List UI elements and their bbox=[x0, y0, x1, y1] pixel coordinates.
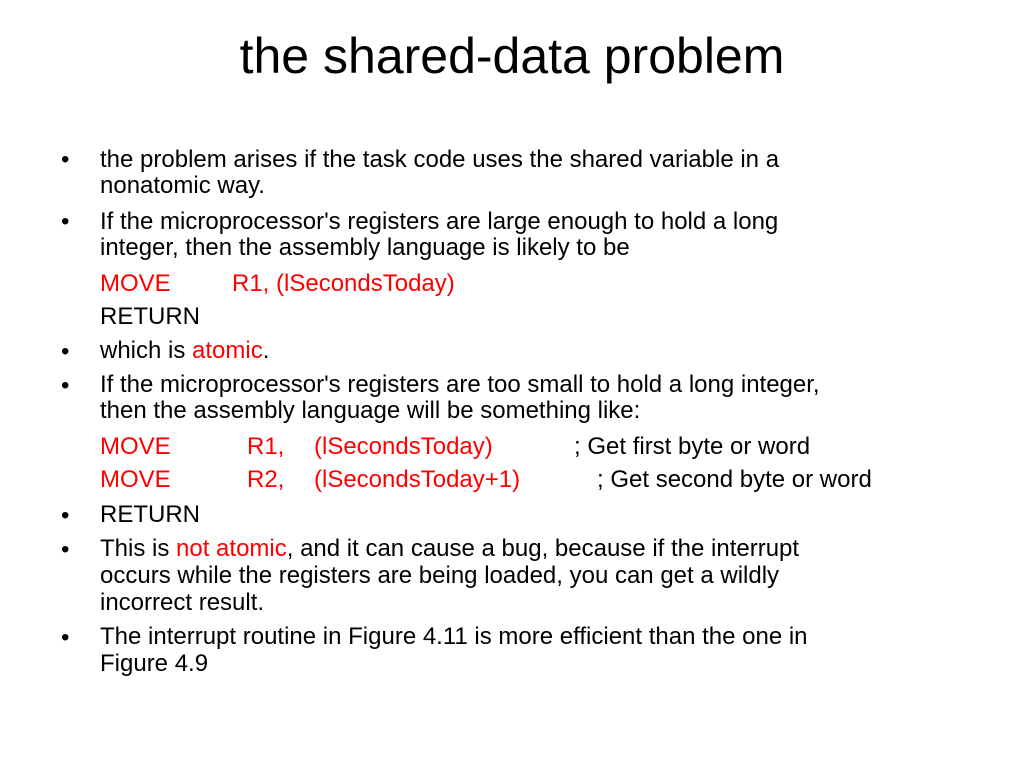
bullet-4-line-2: then the assembly language will be something like: bbox=[100, 397, 641, 424]
bullet-1-line-2: nonatomic way. bbox=[100, 172, 265, 199]
bullet-marker: • bbox=[61, 208, 70, 235]
bullet-2-line-2: integer, then the assembly language is likely to be bbox=[100, 234, 630, 261]
bullet-marker: • bbox=[61, 372, 70, 399]
bullet-6-line-3: incorrect result. bbox=[100, 589, 265, 616]
not-atomic-highlight: not atomic bbox=[176, 535, 287, 562]
bullet-marker: • bbox=[61, 146, 70, 173]
bullet-7-line-1: The interrupt routine in Figure 4.11 is more efficient than the one in bbox=[100, 623, 808, 650]
code-1-return: RETURN bbox=[100, 303, 200, 330]
code-2-arg: (lSecondsToday) bbox=[314, 433, 493, 460]
bullet-marker: • bbox=[61, 536, 70, 563]
bullet-3-pre: which is bbox=[100, 337, 193, 364]
code-2-reg: R1, bbox=[247, 433, 285, 460]
bullet-6-pre: This is bbox=[100, 535, 177, 562]
code-3-comment: ; Get second byte or word bbox=[597, 466, 872, 493]
code-1-args: R1, (lSecondsToday) bbox=[232, 270, 455, 297]
bullet-3-text bbox=[100, 337, 269, 365]
code-2-comment: ; Get first byte or word bbox=[574, 433, 811, 460]
bullet-6-post: , and it can cause a bug, because if the interrupt bbox=[286, 535, 800, 562]
code-3-op: MOVE bbox=[100, 466, 171, 493]
bullet-1-line-1: the problem arises if the task code uses the shared variable in a bbox=[100, 146, 780, 173]
bullet-4-line-1: If the microprocessor's registers are too small to hold a long integer, bbox=[100, 371, 820, 398]
code-3-arg: (lSecondsToday+1) bbox=[314, 466, 521, 493]
bullet-marker: • bbox=[61, 338, 70, 365]
slide-title: the shared-data problem bbox=[239, 28, 785, 84]
bullet-2-line-1: If the microprocessor's registers are large enough to hold a long bbox=[100, 208, 779, 235]
bullet-6-line-1 bbox=[100, 535, 799, 563]
code-2-op: MOVE bbox=[100, 433, 171, 460]
bullet-marker: • bbox=[61, 624, 70, 651]
bullet-marker: • bbox=[61, 502, 70, 529]
bullet-5-text: RETURN bbox=[100, 501, 200, 528]
atomic-highlight: atomic bbox=[192, 337, 263, 364]
code-3-reg: R2, bbox=[247, 466, 285, 493]
code-1-op: MOVE bbox=[100, 270, 171, 297]
bullet-6-line-2: occurs while the registers are being loaded, you can get a wildly bbox=[100, 562, 780, 589]
bullet-7-line-2: Figure 4.9 bbox=[100, 650, 209, 677]
bullet-3-post: . bbox=[262, 337, 270, 364]
